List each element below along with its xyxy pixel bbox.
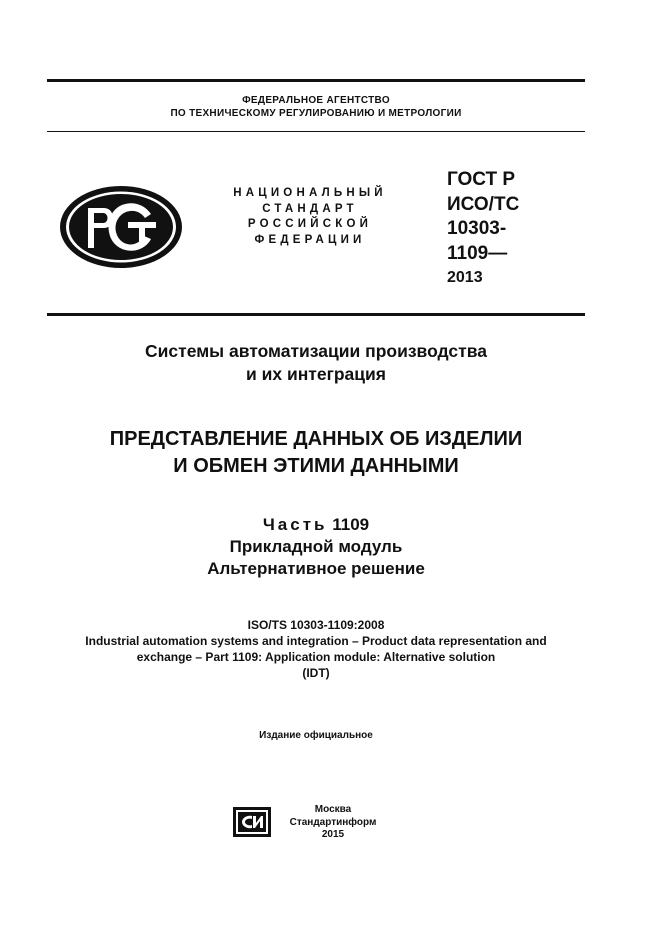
iso-number: ISO/TS 10303-1109:2008 bbox=[247, 618, 385, 632]
national-standard-line-2: СТАНДАРТ bbox=[262, 202, 358, 215]
standartinform-logo bbox=[233, 807, 271, 837]
part-line-3: Альтернативное решение bbox=[207, 559, 425, 578]
national-standard-line-1: НАЦИОНАЛЬНЫЙ bbox=[233, 187, 387, 199]
main-title-line-1: ПРЕДСТАВЛЕНИЕ ДАННЫХ ОБ ИЗДЕЛИИ bbox=[109, 428, 523, 450]
national-standard-line-4: ФЕДЕРАЦИИ bbox=[254, 233, 366, 246]
main-title bbox=[47, 426, 585, 480]
general-title-line-2: и их интеграция bbox=[245, 364, 387, 384]
publisher-name: Стандартинформ bbox=[289, 816, 377, 828]
publisher-city: Москва bbox=[314, 804, 352, 815]
top-rule bbox=[47, 79, 585, 82]
designation-year: 2013 bbox=[447, 269, 483, 286]
publisher-block bbox=[278, 804, 388, 842]
rst-logo bbox=[58, 184, 184, 270]
iso-title-line-1: Industrial automation systems and integration – Product data representation and bbox=[85, 634, 547, 648]
national-standard-line-3: РОССИЙСКОЙ bbox=[247, 218, 373, 230]
agency-block bbox=[47, 94, 585, 120]
iso-reference bbox=[40, 617, 592, 681]
general-title bbox=[47, 340, 585, 386]
agency-line-2: ПО ТЕХНИЧЕСКОМУ РЕГУЛИРОВАНИЮ И МЕТРОЛОГИИ bbox=[170, 108, 462, 119]
agency-line-1: ФЕДЕРАЛЬНОЕ АГЕНТСТВО bbox=[242, 95, 390, 106]
part-word: Часть bbox=[262, 515, 328, 534]
part-line-2: Прикладной модуль bbox=[229, 537, 403, 556]
standard-designation bbox=[447, 168, 519, 291]
agency-rule bbox=[47, 131, 585, 132]
designation-line-1: ГОСТ Р bbox=[447, 169, 516, 190]
header-divider bbox=[47, 313, 585, 316]
national-standard-label bbox=[200, 186, 420, 248]
edition-label: Издание официальное bbox=[259, 730, 373, 741]
designation-line-2: ИСО/ТС bbox=[447, 193, 520, 215]
part-line-1 bbox=[47, 514, 585, 536]
designation-line-3: 10303- bbox=[447, 218, 507, 239]
iso-equivalence: (IDT) bbox=[302, 666, 330, 680]
designation-line-4: 1109— bbox=[447, 242, 508, 264]
part-number: 1109 bbox=[332, 515, 370, 534]
iso-title-line-2: exchange – Part 1109: Application module: Alternative solution bbox=[136, 650, 496, 664]
general-title-line-1: Системы автоматизации производства bbox=[145, 341, 487, 361]
standartinform-logo-icon bbox=[233, 807, 271, 837]
publisher-year: 2015 bbox=[321, 829, 345, 840]
main-title-line-2: И ОБМЕН ЭТИМИ ДАННЫМИ bbox=[173, 455, 459, 477]
rst-logo-icon bbox=[58, 184, 184, 270]
part-title bbox=[47, 514, 585, 580]
